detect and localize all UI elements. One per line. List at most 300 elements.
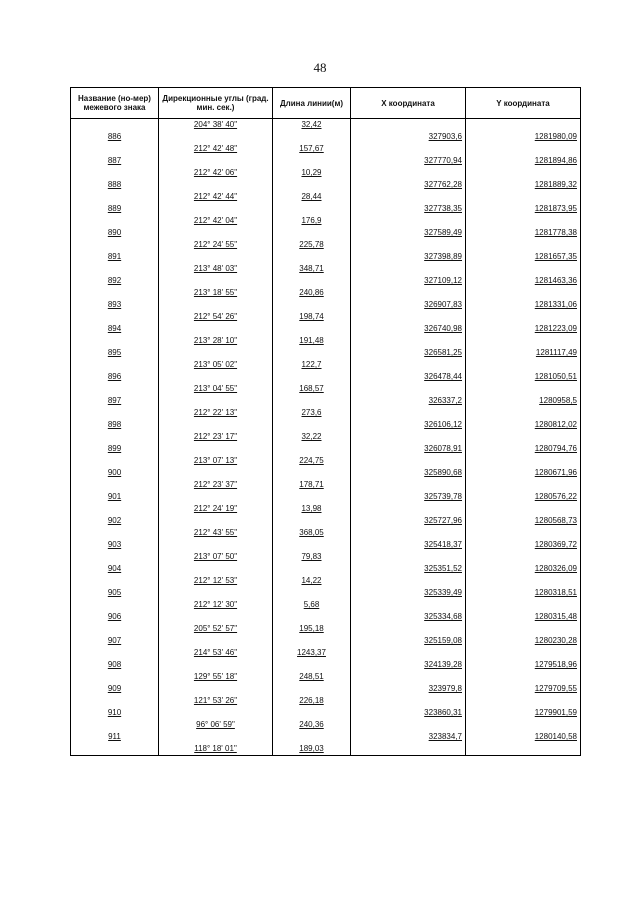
angle-cell-text: 212° 24' 55" [193,240,238,249]
angle-cell [159,623,273,635]
y-cell-empty [466,431,581,443]
x-cell [351,131,466,143]
x-cell-text: 327762,28 [424,180,462,189]
table-row-segment [71,623,581,635]
y-cell-text: 1279709,55 [534,684,577,693]
mark-cell-empty [71,311,159,323]
mark-cell-empty [71,335,159,347]
mark-cell [71,635,159,647]
y-cell [466,731,581,743]
angle-cell-empty [159,323,273,335]
mark-cell [71,323,159,335]
mark-cell-empty [71,263,159,275]
y-cell-empty [466,719,581,731]
mark-cell-empty [71,215,159,227]
table-row-segment [71,431,581,443]
y-cell-text: 1281657,35 [534,252,577,261]
x-cell-text: 325351,52 [424,564,462,573]
y-cell [466,635,581,647]
mark-cell-text: 891 [107,252,122,261]
y-cell-empty [466,119,581,132]
length-cell [273,335,351,347]
table-row-point [71,371,581,383]
length-cell-empty [273,683,351,695]
mark-cell-empty [71,647,159,659]
table-row-segment [71,167,581,179]
y-cell-empty [466,479,581,491]
table-row-segment [71,551,581,563]
table-row-segment [71,239,581,251]
angle-cell-text: 121° 53' 26" [193,696,238,705]
y-cell-empty [466,671,581,683]
table-row-point [71,347,581,359]
x-cell-empty [351,551,466,563]
x-cell-text: 325334,68 [424,612,462,621]
length-cell [273,671,351,683]
x-cell [351,347,466,359]
angle-cell-empty [159,419,273,431]
x-cell-empty [351,527,466,539]
length-cell-empty [273,347,351,359]
y-cell-text: 1280568,73 [534,516,577,525]
x-cell-empty [351,119,466,132]
length-cell [273,191,351,203]
x-cell-empty [351,191,466,203]
angle-cell-text: 212° 22' 13" [193,408,238,417]
length-cell-text: 224,75 [299,456,324,465]
y-cell [466,179,581,191]
x-cell [351,563,466,575]
angle-cell-empty [159,275,273,287]
angle-cell [159,431,273,443]
angle-cell-text: 212° 42' 06" [193,168,238,177]
table-row-point [71,659,581,671]
x-cell-empty [351,143,466,155]
x-cell [351,539,466,551]
length-cell-text: 273,6 [301,408,322,417]
length-cell-empty [273,299,351,311]
angle-cell-text: 212° 12' 30" [193,600,238,609]
y-cell-empty [466,599,581,611]
mark-cell [71,611,159,623]
x-cell [351,659,466,671]
y-cell [466,515,581,527]
length-cell-empty [273,491,351,503]
angle-cell [159,311,273,323]
length-cell-empty [273,275,351,287]
length-cell [273,431,351,443]
length-cell-text: 168,57 [299,384,324,393]
length-cell [273,383,351,395]
x-cell-empty [351,263,466,275]
mark-cell-text: 888 [107,180,122,189]
table-row-point [71,227,581,239]
y-cell-text: 1280794,76 [534,444,577,453]
x-cell-empty [351,335,466,347]
angle-cell [159,119,273,132]
mark-cell-text: 887 [107,156,122,165]
x-cell-text: 323860,31 [424,708,462,717]
x-cell [351,275,466,287]
angle-cell-empty [159,563,273,575]
angle-cell-empty [159,347,273,359]
length-cell [273,311,351,323]
x-cell-text: 323834,7 [428,732,462,741]
x-cell-empty [351,359,466,371]
mark-cell [71,659,159,671]
angle-cell-text: 129° 55' 18" [193,672,238,681]
mark-cell-text: 909 [107,684,122,693]
x-cell-empty [351,695,466,707]
length-cell [273,263,351,275]
table-row-point [71,587,581,599]
angle-cell [159,239,273,251]
angle-cell-text: 213° 05' 02" [193,360,238,369]
angle-cell-empty [159,611,273,623]
table-row-point [71,275,581,287]
y-cell-empty [466,287,581,299]
mark-cell-text: 903 [107,540,122,549]
length-cell-empty [273,563,351,575]
x-cell-empty [351,719,466,731]
mark-cell-empty [71,239,159,251]
table-row-segment [71,263,581,275]
y-cell-text: 1280369,72 [534,540,577,549]
length-cell-text: 32,22 [301,432,322,441]
length-cell-empty [273,587,351,599]
table-row-point [71,467,581,479]
x-cell [351,371,466,383]
angle-cell [159,479,273,491]
y-cell [466,563,581,575]
length-cell [273,119,351,132]
mark-cell-empty [71,287,159,299]
y-cell-empty [466,167,581,179]
y-cell-empty [466,359,581,371]
angle-cell-text: 96° 06' 59" [196,720,235,729]
table-row-point [71,251,581,263]
x-cell-text: 323979,8 [428,684,462,693]
mark-cell-empty [71,431,159,443]
mark-cell [71,347,159,359]
table-row-segment [71,383,581,395]
length-cell-text: 226,18 [299,696,324,705]
length-cell-empty [273,227,351,239]
length-cell-text: 240,86 [299,288,324,297]
length-cell-text: 32,42 [301,120,322,129]
angle-cell-text: 212° 24' 19" [193,504,238,513]
table-row-point [71,395,581,407]
angle-cell [159,263,273,275]
length-cell-text: 240,36 [299,720,324,729]
x-cell-text: 327903,6 [428,132,462,141]
angle-cell [159,575,273,587]
table-row-segment [71,575,581,587]
length-cell [273,407,351,419]
mark-cell [71,731,159,743]
y-cell-text: 1281980,09 [534,132,577,141]
x-cell-empty [351,167,466,179]
x-cell [351,515,466,527]
x-cell-text: 325339,49 [424,588,462,597]
angle-cell [159,647,273,659]
length-cell-empty [273,539,351,551]
length-cell-empty [273,323,351,335]
table-row-point [71,515,581,527]
length-cell-empty [273,155,351,167]
table-row-point [71,419,581,431]
angle-cell-empty [159,443,273,455]
angle-cell-empty [159,155,273,167]
length-cell-text: 176,9 [301,216,322,225]
angle-cell-text: 212° 42' 04" [193,216,238,225]
mark-cell-empty [71,383,159,395]
length-cell-text: 28,44 [301,192,322,201]
table-row-segment [71,671,581,683]
x-cell-empty [351,479,466,491]
length-cell [273,503,351,515]
mark-cell [71,683,159,695]
y-cell-text: 1281463,36 [534,276,577,285]
y-cell-empty [466,143,581,155]
length-cell-empty [273,635,351,647]
x-cell-empty [351,407,466,419]
angle-cell [159,383,273,395]
table-row-point [71,683,581,695]
angle-cell-empty [159,203,273,215]
table-row-point [71,563,581,575]
y-cell-text: 1281223,09 [534,324,577,333]
header-x: X координата [351,88,466,119]
x-cell-empty [351,215,466,227]
angle-cell-empty [159,635,273,647]
y-cell [466,611,581,623]
length-cell-text: 225,78 [299,240,324,249]
y-cell [466,443,581,455]
table-row-point [71,491,581,503]
table-row-segment [71,695,581,707]
mark-cell-empty [71,143,159,155]
x-cell-empty [351,239,466,251]
table-row-segment [71,719,581,731]
mark-cell-empty [71,167,159,179]
length-cell-empty [273,659,351,671]
y-cell-text: 1281889,32 [534,180,577,189]
mark-cell [71,515,159,527]
length-cell-empty [273,419,351,431]
length-cell-text: 10,29 [301,168,322,177]
table-row-point [71,179,581,191]
angle-cell-text: 213° 28' 10" [193,336,238,345]
header-angle: Дирекционные углы (град. мин. сек.) [159,88,273,119]
mark-cell-empty [71,599,159,611]
angle-cell [159,719,273,731]
angle-cell [159,287,273,299]
length-cell-empty [273,731,351,743]
angle-cell [159,191,273,203]
angle-cell-text: 212° 23' 17" [193,432,238,441]
angle-cell [159,455,273,467]
y-cell-text: 1280812,02 [534,420,577,429]
mark-cell-empty [71,407,159,419]
length-cell-text: 13,98 [301,504,322,513]
page-number: 48 [313,60,327,75]
x-cell-text: 326478,44 [424,372,462,381]
x-cell-empty [351,383,466,395]
y-cell [466,659,581,671]
y-cell [466,203,581,215]
table-row-segment [71,335,581,347]
angle-cell-text: 213° 04' 55" [193,384,238,393]
angle-cell-text: 212° 12' 53" [193,576,238,585]
angle-cell-text: 213° 18' 55" [193,288,238,297]
angle-cell-text: 213° 07' 13" [193,456,238,465]
x-cell [351,251,466,263]
y-cell-empty [466,575,581,587]
y-cell [466,275,581,287]
mark-cell-text: 901 [107,492,122,501]
x-cell [351,467,466,479]
length-cell-text: 348,71 [299,264,324,273]
angle-cell-empty [159,371,273,383]
table-row-point [71,731,581,743]
angle-cell-text: 213° 48' 03" [193,264,238,273]
y-cell [466,683,581,695]
x-cell [351,155,466,167]
mark-cell-text: 889 [107,204,122,213]
angle-cell-empty [159,659,273,671]
length-cell-empty [273,131,351,143]
x-cell-empty [351,671,466,683]
mark-cell [71,467,159,479]
length-cell-text: 157,67 [299,144,324,153]
angle-cell-empty [159,227,273,239]
y-cell-empty [466,239,581,251]
table-row-segment [71,359,581,371]
angle-cell-empty [159,707,273,719]
angle-cell [159,167,273,179]
y-cell-empty [466,551,581,563]
table-row-point [71,611,581,623]
mark-cell-empty [71,623,159,635]
table-row-segment [71,287,581,299]
header-length: Длина линии(м) [273,88,351,119]
length-cell-empty [273,251,351,263]
mark-cell [71,155,159,167]
x-cell [351,323,466,335]
mark-cell [71,251,159,263]
y-cell-text: 1280140,58 [534,732,577,741]
y-cell [466,251,581,263]
table-row-segment [71,479,581,491]
table-row-segment [71,311,581,323]
mark-cell [71,275,159,287]
length-cell-empty [273,395,351,407]
length-cell-empty [273,467,351,479]
angle-cell [159,671,273,683]
y-cell-text: 1281873,95 [534,204,577,213]
y-cell-empty [466,743,581,756]
x-cell-text: 325159,08 [424,636,462,645]
x-cell-text: 325418,37 [424,540,462,549]
y-cell-text: 1280326,09 [534,564,577,573]
x-cell [351,491,466,503]
length-cell [273,479,351,491]
y-cell-empty [466,407,581,419]
mark-cell-text: 910 [107,708,122,717]
table-body [71,119,581,756]
angle-cell [159,551,273,563]
x-cell-text: 327589,49 [424,228,462,237]
y-cell-empty [466,623,581,635]
length-cell [273,239,351,251]
table-header [71,88,581,119]
x-cell-empty [351,287,466,299]
mark-cell [71,539,159,551]
length-cell-empty [273,611,351,623]
angle-cell-empty [159,731,273,743]
length-cell [273,215,351,227]
y-cell-empty [466,191,581,203]
length-cell [273,455,351,467]
length-cell-empty [273,371,351,383]
angle-cell-empty [159,251,273,263]
length-cell-empty [273,515,351,527]
length-cell-empty [273,443,351,455]
table-row-segment [71,215,581,227]
table-row-segment [71,143,581,155]
x-cell-text: 326907,83 [424,300,462,309]
table-row-segment [71,119,581,132]
y-cell [466,467,581,479]
angle-cell-text: 214° 53' 46" [193,648,238,657]
table-row-segment [71,743,581,756]
y-cell-text: 1280230,28 [534,636,577,645]
length-cell-empty [273,203,351,215]
x-cell-empty [351,623,466,635]
angle-cell-empty [159,395,273,407]
mark-cell-empty [71,359,159,371]
mark-cell [71,707,159,719]
table-row-segment [71,503,581,515]
y-cell-text: 1281117,49 [535,348,577,357]
table-row-point [71,203,581,215]
table-row-segment [71,407,581,419]
mark-cell [71,179,159,191]
y-cell-empty [466,503,581,515]
length-cell [273,743,351,756]
mark-cell [71,299,159,311]
y-cell-text: 1280318,51 [534,588,577,597]
length-cell-text: 195,18 [299,624,324,633]
angle-cell [159,599,273,611]
table-row-segment [71,647,581,659]
y-cell [466,491,581,503]
angle-cell-text: 212° 54' 26" [193,312,238,321]
angle-cell-text: 212° 42' 48" [193,144,238,153]
y-cell-empty [466,527,581,539]
mark-cell-empty [71,695,159,707]
mark-cell-empty [71,479,159,491]
angle-cell [159,215,273,227]
mark-cell-empty [71,551,159,563]
angle-cell [159,503,273,515]
angle-cell-empty [159,179,273,191]
mark-cell-empty [71,743,159,756]
angle-cell [159,335,273,347]
mark-cell-empty [71,719,159,731]
mark-cell-text: 911 [108,732,121,741]
